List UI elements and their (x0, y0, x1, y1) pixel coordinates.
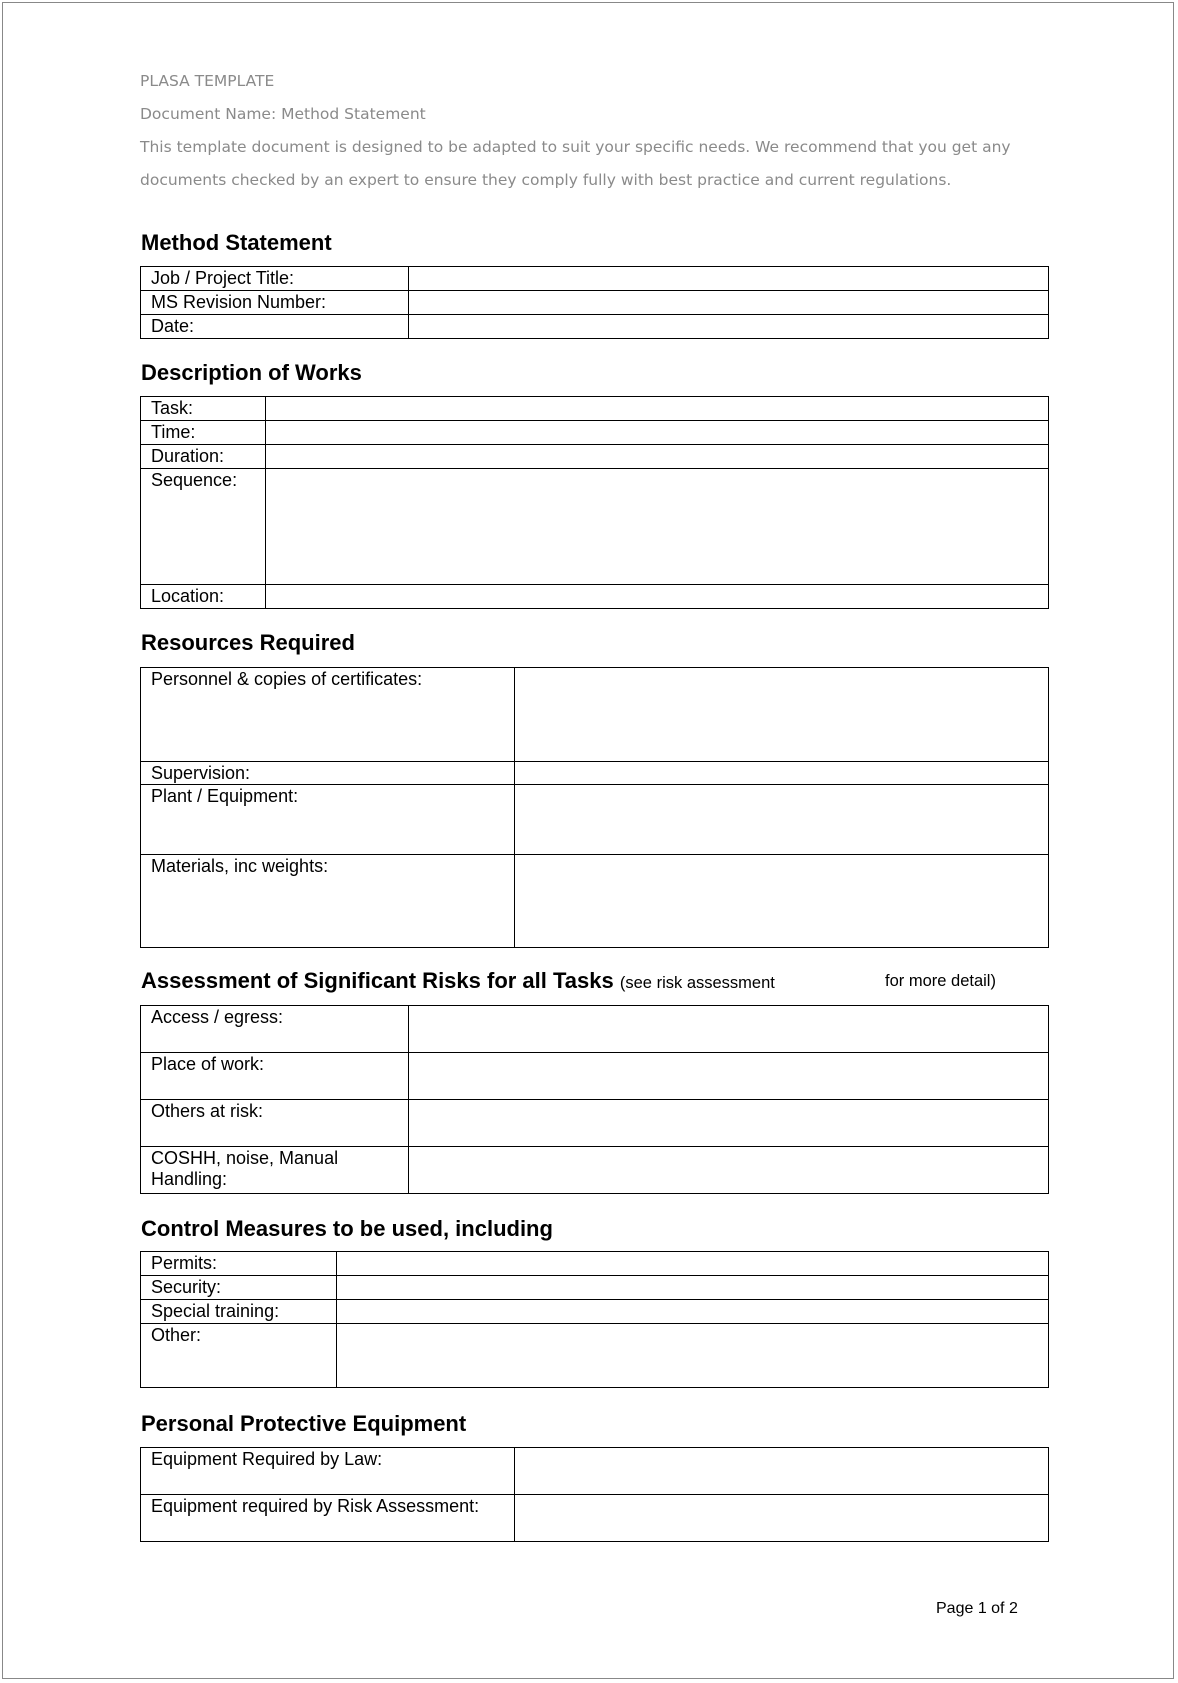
table-row (141, 1100, 1049, 1147)
field-label: MS Revision Number: (141, 291, 409, 315)
table-row (141, 785, 1049, 855)
field-label: Time: (141, 421, 266, 445)
duration-field[interactable] (266, 445, 1049, 469)
place-of-work-field[interactable] (409, 1053, 1049, 1100)
field-label: Job / Project Title: (141, 267, 409, 291)
field-label: Equipment required by Risk Assessment: (141, 1495, 515, 1542)
coshh-field[interactable] (409, 1147, 1049, 1194)
table-row (141, 1147, 1049, 1194)
date-field[interactable] (409, 315, 1049, 339)
equipment-required-by-risk-field[interactable] (515, 1495, 1049, 1542)
table-row (141, 469, 1049, 585)
control-measures-heading: Control Measures to be used, including (141, 1216, 553, 1241)
table-row (141, 762, 1049, 785)
permits-field[interactable] (337, 1252, 1049, 1276)
field-label: Sequence: (141, 469, 266, 585)
sequence-field[interactable] (266, 469, 1049, 585)
table-row (141, 1252, 1049, 1276)
location-field[interactable] (266, 585, 1049, 609)
field-label: Permits: (141, 1252, 337, 1276)
field-label: Date: (141, 315, 409, 339)
ppe-heading: Personal Protective Equipment (141, 1411, 467, 1436)
job-project-title-field[interactable] (409, 267, 1049, 291)
personnel-field[interactable] (515, 668, 1049, 762)
table-row (141, 585, 1049, 609)
plant-equipment-field[interactable] (515, 785, 1049, 855)
risk-assessment-heading (141, 968, 996, 994)
access-egress-field[interactable] (409, 1006, 1049, 1053)
field-label: Supervision: (141, 762, 515, 785)
field-label: Duration: (141, 445, 266, 469)
table-row (141, 445, 1049, 469)
materials-field[interactable] (515, 855, 1049, 948)
table-row (141, 1495, 1049, 1542)
ppe-table (140, 1447, 1049, 1542)
time-field[interactable] (266, 421, 1049, 445)
table-row (141, 1300, 1049, 1324)
equipment-required-by-law-field[interactable] (515, 1448, 1049, 1495)
field-label: Place of work: (141, 1053, 409, 1100)
table-row (141, 291, 1049, 315)
other-field[interactable] (337, 1324, 1049, 1388)
table-row (141, 668, 1049, 762)
task-field[interactable] (266, 397, 1049, 421)
description-of-works-heading: Description of Works (141, 360, 362, 385)
field-label: Location: (141, 585, 266, 609)
document-name: Document Name: Method Statement (140, 105, 426, 123)
field-label: Personnel & copies of certificates: (141, 668, 515, 762)
risk-assessment-table (140, 1005, 1049, 1194)
field-label: Other: (141, 1324, 337, 1388)
risk-assessment-note-end: for more detail) (885, 972, 996, 990)
field-label: Others at risk: (141, 1100, 409, 1147)
field-label: Access / egress: (141, 1006, 409, 1053)
field-label: COSHH, noise, Manual Handling: (141, 1147, 409, 1194)
field-label: Materials, inc weights: (141, 855, 515, 948)
field-label: Security: (141, 1276, 337, 1300)
intro-text-line2: documents checked by an expert to ensure they comply fully with best practice and current regulations. (140, 171, 952, 189)
ms-revision-number-field[interactable] (409, 291, 1049, 315)
table-row (141, 855, 1049, 948)
table-row (141, 1448, 1049, 1495)
field-label: Special training: (141, 1300, 337, 1324)
risk-assessment-note: (see risk assessment (619, 974, 775, 992)
page-number: Page 1 of 2 (936, 1600, 1018, 1617)
field-label: Task: (141, 397, 266, 421)
resources-required-heading: Resources Required (141, 630, 355, 655)
table-row (141, 421, 1049, 445)
table-row (141, 267, 1049, 291)
supervision-field[interactable] (515, 762, 1049, 785)
security-field[interactable] (337, 1276, 1049, 1300)
description-of-works-table (140, 396, 1049, 609)
control-measures-table (140, 1251, 1049, 1388)
method-statement-table (140, 266, 1049, 339)
method-statement-heading: Method Statement (141, 230, 332, 255)
table-row (141, 1053, 1049, 1100)
table-row (141, 1006, 1049, 1053)
table-row (141, 397, 1049, 421)
intro-text-line1: This template document is designed to be adapted to suit your specific needs. We recommend that you get any (140, 138, 1011, 156)
resources-required-table (140, 667, 1049, 948)
special-training-field[interactable] (337, 1300, 1049, 1324)
table-row (141, 1276, 1049, 1300)
table-row (141, 1324, 1049, 1388)
table-row (141, 315, 1049, 339)
field-label: Equipment Required by Law: (141, 1448, 515, 1495)
risk-assessment-title: Assessment of Significant Risks for all Tasks (141, 968, 614, 993)
others-at-risk-field[interactable] (409, 1100, 1049, 1147)
template-label: PLASA TEMPLATE (140, 72, 275, 90)
field-label: Plant / Equipment: (141, 785, 515, 855)
